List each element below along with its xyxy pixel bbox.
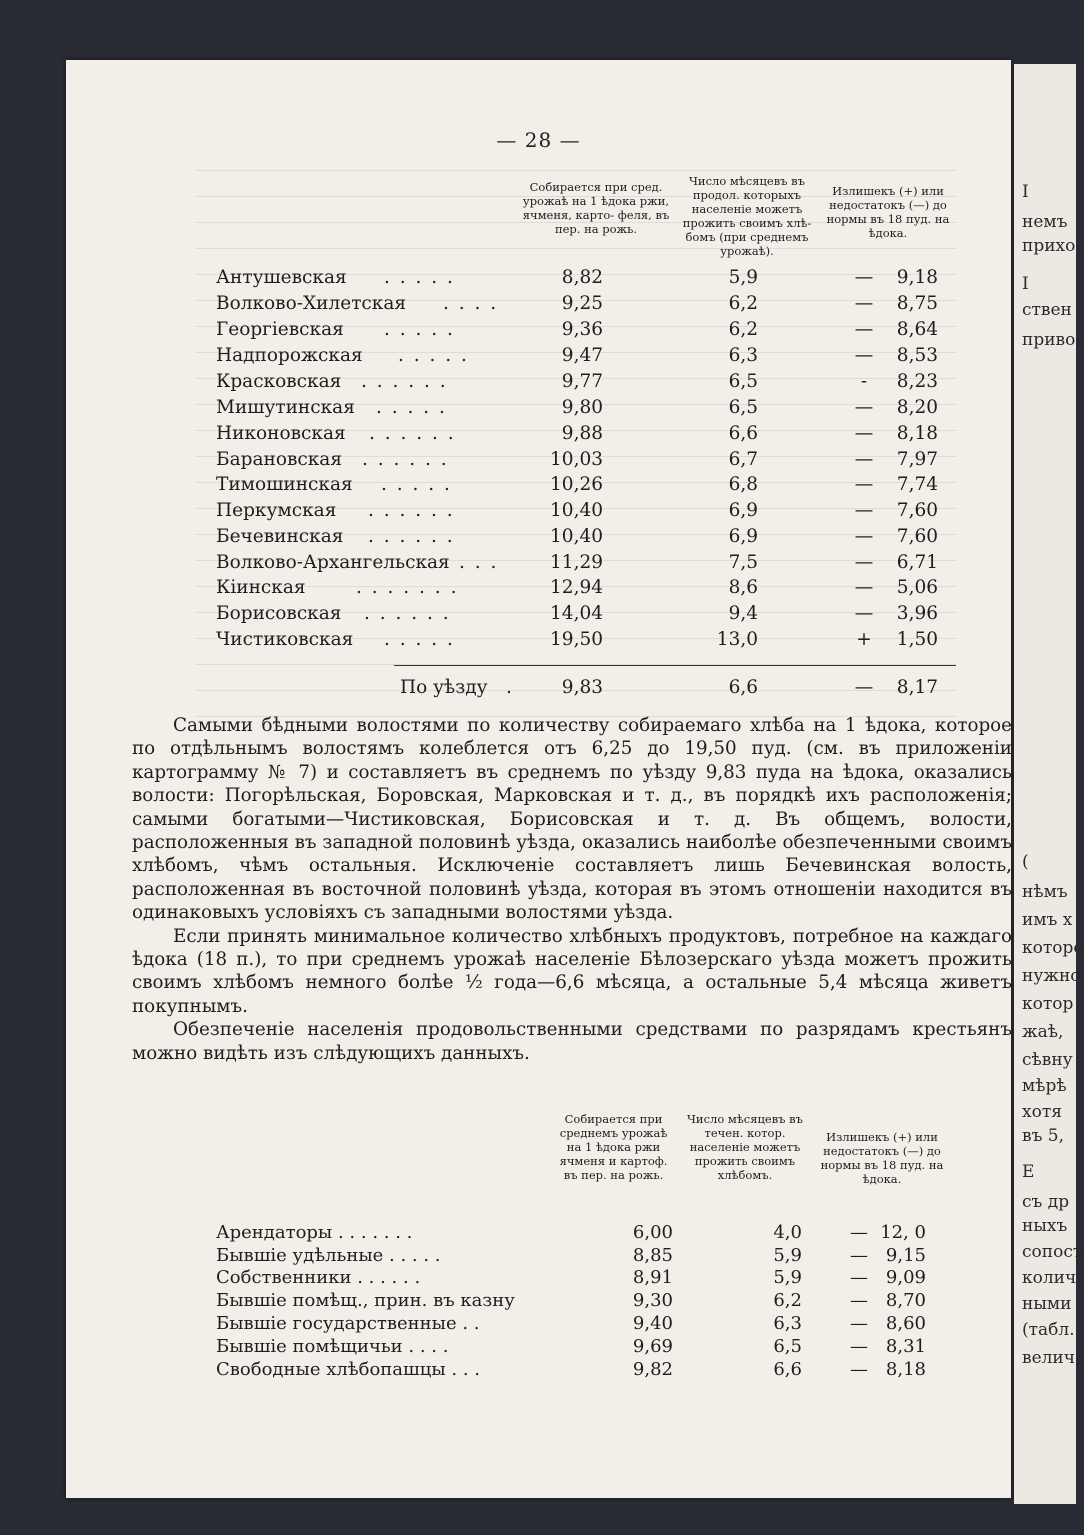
surplus-deficit: 8,23 bbox=[896, 371, 938, 392]
surplus-deficit: 8,70 bbox=[885, 1290, 926, 1311]
table1-row bbox=[66, 397, 1011, 423]
district-name: Чистиковская bbox=[216, 629, 354, 650]
adjacent-page-fragment: колич bbox=[1022, 1268, 1077, 1288]
table2-header-col3: Излишекъ (+) или недостатокъ (—) до нормы въ 18 пуд. на ѣдока. bbox=[820, 1130, 944, 1186]
surplus-sign: — bbox=[854, 449, 874, 470]
peasant-category: Бывшіе помѣщ., прин. въ казну bbox=[216, 1290, 515, 1311]
grain-per-eater: 10,26 bbox=[550, 474, 603, 495]
district-name: Волково-Хилетская bbox=[216, 293, 407, 314]
surplus-sign: — bbox=[854, 293, 874, 314]
table1-row bbox=[66, 345, 1011, 371]
months-of-supply: 6,7 bbox=[728, 449, 758, 470]
grain-per-eater: 9,25 bbox=[561, 293, 603, 314]
peasant-category: Собственники . . . . . . bbox=[216, 1267, 421, 1288]
adjacent-page-fragment: сѣвну bbox=[1022, 1050, 1073, 1070]
grain-per-eater: 9,82 bbox=[632, 1359, 673, 1380]
grain-per-eater: 9,77 bbox=[561, 371, 603, 392]
surplus-deficit: 8,20 bbox=[896, 397, 938, 418]
leader-dots: . . . . bbox=[443, 293, 499, 314]
surplus-sign: — bbox=[850, 1245, 868, 1266]
months-of-supply: 6,2 bbox=[773, 1290, 802, 1311]
table1-row bbox=[66, 552, 1011, 578]
leader-dots: . . . . . bbox=[398, 345, 469, 366]
leader-dots: . . . . . . bbox=[361, 371, 448, 392]
months-of-supply: 7,5 bbox=[728, 552, 758, 573]
adjacent-page-fragment: съ др bbox=[1022, 1192, 1070, 1212]
leader-dots: . . . . . . bbox=[368, 500, 455, 521]
months-of-supply: 6,3 bbox=[773, 1313, 802, 1334]
surplus-deficit: 5,06 bbox=[896, 577, 938, 598]
months-of-supply: 6,2 bbox=[728, 319, 758, 340]
months-of-supply: 6,5 bbox=[728, 397, 758, 418]
grain-per-eater: 8,85 bbox=[632, 1245, 673, 1266]
surplus-deficit: 9,09 bbox=[885, 1267, 926, 1288]
district-name: Перкумская bbox=[216, 500, 337, 521]
table1-total-row bbox=[66, 677, 1011, 703]
table2-row bbox=[66, 1313, 1011, 1337]
peasant-category: Бывшіе помѣщичьи . . . . bbox=[216, 1336, 449, 1357]
table1-row bbox=[66, 293, 1011, 319]
adjacent-page-fragment: котор bbox=[1022, 994, 1074, 1014]
total-v2: 6,6 bbox=[728, 677, 758, 698]
district-name: Мишутинская bbox=[216, 397, 355, 418]
surplus-deficit: 9,15 bbox=[885, 1245, 926, 1266]
months-of-supply: 6,5 bbox=[728, 371, 758, 392]
months-of-supply: 6,8 bbox=[728, 474, 758, 495]
peasant-category: Свободные хлѣбопашцы . . . bbox=[216, 1359, 481, 1380]
district-name: Волково-Архангельская bbox=[216, 552, 450, 573]
surplus-sign: — bbox=[850, 1313, 868, 1334]
document-page bbox=[66, 60, 1011, 1498]
adjacent-page-fragment: сопост bbox=[1022, 1242, 1083, 1262]
table1-row bbox=[66, 603, 1011, 629]
surplus-deficit: 9,18 bbox=[896, 267, 938, 288]
leader-dots: . . . . . bbox=[384, 319, 455, 340]
months-of-supply: 8,6 bbox=[728, 577, 758, 598]
adjacent-page-fragment: (табл. bbox=[1022, 1320, 1075, 1340]
grain-per-eater: 8,91 bbox=[632, 1267, 673, 1288]
adjacent-page-fragment: ( bbox=[1022, 852, 1029, 872]
surplus-sign: — bbox=[854, 500, 874, 521]
grain-per-eater: 14,04 bbox=[550, 603, 603, 624]
surplus-sign: - bbox=[860, 371, 868, 392]
table1-header-col3: Излишекъ (+) или недостатокъ (—) до нормы въ 18 пуд. на ѣдока. bbox=[826, 184, 950, 240]
district-name: Никоновская bbox=[216, 423, 346, 444]
table2-row bbox=[66, 1245, 1011, 1269]
table1-total-rule bbox=[394, 665, 956, 666]
surplus-sign: — bbox=[854, 552, 874, 573]
months-of-supply: 6,6 bbox=[773, 1359, 802, 1380]
table2-header-col1: Собирается при среднемъ урожаѣ на 1 ѣдока ржи ячменя и картоф. въ пер. на рожь. bbox=[559, 1112, 668, 1182]
paragraph-1: Самыми бѣдными волостями по количеству собираемаго хлѣба на 1 ѣдока, которое по отдѣльнымъ волостямъ колеблется отъ 6,25 до 19,50 пуд. (см. въ приложеніи картограмму № 7) и составляетъ въ среднемъ по уѣзду 9,83 пуда на ѣдока, оказались волости: Погорѣльская, Боровская, Марковская и т. д., въ порядкѣ ихъ расположенія; самыми богатыми—Чистиковская, Борисовская и т. д. Въ общемъ, волости, расположенныя въ западной половинѣ уѣзда, оказались наиболѣе обезпеченными своимъ хлѣбомъ, чѣмъ остальныя. Исключеніе составляетъ лишь Бечевинская волость, расположенная въ восточной половинѣ уѣзда, которая въ этомъ отношеніи находится въ одинаковыхъ условіяхъ съ западными волостями уѣзда. bbox=[132, 715, 1012, 924]
grain-per-eater: 8,82 bbox=[561, 267, 603, 288]
leader-dots: . . . . . . bbox=[362, 449, 449, 470]
body-text bbox=[132, 714, 1012, 1065]
surplus-deficit: 8,64 bbox=[896, 319, 938, 340]
table1-row bbox=[66, 526, 1011, 552]
surplus-deficit: 7,74 bbox=[896, 474, 938, 495]
surplus-sign: — bbox=[850, 1267, 868, 1288]
adjacent-page-fragment: I bbox=[1022, 274, 1029, 294]
leader-dots: . . . . . bbox=[384, 629, 455, 650]
surplus-deficit: 7,60 bbox=[896, 526, 938, 547]
grain-per-eater: 12,94 bbox=[550, 577, 603, 598]
total-dots: . bbox=[506, 677, 514, 698]
district-name: Бечевинская bbox=[216, 526, 344, 547]
months-of-supply: 6,9 bbox=[728, 500, 758, 521]
surplus-deficit: 1,50 bbox=[896, 629, 938, 650]
table2-row bbox=[66, 1290, 1011, 1314]
surplus-sign: — bbox=[854, 526, 874, 547]
surplus-deficit: 8,60 bbox=[885, 1313, 926, 1334]
district-name: Георгіевская bbox=[216, 319, 344, 340]
total-v3: 8,17 bbox=[896, 677, 938, 698]
surplus-sign: — bbox=[854, 397, 874, 418]
grain-per-eater: 6,00 bbox=[632, 1222, 673, 1243]
adjacent-page-fragment: прихо bbox=[1022, 236, 1076, 256]
paragraph-2: Если принять минимальное количество хлѣбныхъ продуктовъ, потребное на каждаго ѣдока (18 п.), то при среднемъ урожаѣ населеніе Бѣлозерскаго уѣзда можетъ прожить своимъ хлѣбомъ немного болѣе ½ года—6,6 мѣсяца, а остальные 5,4 мѣсяца живетъ покупнымъ. bbox=[132, 925, 1012, 1017]
months-of-supply: 6,9 bbox=[728, 526, 758, 547]
adjacent-page-fragment: ствен bbox=[1022, 300, 1072, 320]
adjacent-page-fragment: приво bbox=[1022, 330, 1076, 350]
surplus-sign: — bbox=[850, 1290, 868, 1311]
surplus-deficit: 7,60 bbox=[896, 500, 938, 521]
leader-dots: . . . . . bbox=[384, 267, 455, 288]
months-of-supply: 4,0 bbox=[773, 1222, 802, 1243]
months-of-supply: 6,3 bbox=[728, 345, 758, 366]
table1-header-col1: Собирается при сред. урожаѣ на 1 ѣдока ржи, ячменя, карто- феля, въ пер. на рожь. bbox=[522, 180, 670, 236]
district-name: Антушевская bbox=[216, 267, 347, 288]
table1-row bbox=[66, 423, 1011, 449]
grain-per-eater: 9,40 bbox=[632, 1313, 673, 1334]
months-of-supply: 6,6 bbox=[728, 423, 758, 444]
adjacent-page-fragment: немъ bbox=[1022, 212, 1068, 232]
surplus-sign: — bbox=[854, 577, 874, 598]
grain-per-eater: 19,50 bbox=[550, 629, 603, 650]
table1-row bbox=[66, 577, 1011, 603]
district-name: Борисовская bbox=[216, 603, 342, 624]
leader-dots: . . . . . bbox=[381, 474, 452, 495]
table2-header-col2: Число мѣсяцевъ въ течен. котор. населеніе можетъ прожить своимъ хлѣбомъ. bbox=[687, 1112, 803, 1182]
adjacent-page-fragment: ныхъ bbox=[1022, 1216, 1068, 1236]
surplus-sign: — bbox=[854, 423, 874, 444]
months-of-supply: 13,0 bbox=[716, 629, 758, 650]
grain-per-eater: 9,88 bbox=[561, 423, 603, 444]
district-name: Барановская bbox=[216, 449, 343, 470]
table1-row bbox=[66, 267, 1011, 293]
table2-row bbox=[66, 1267, 1011, 1291]
adjacent-page-fragment: мѣрѣ bbox=[1022, 1076, 1067, 1096]
months-of-supply: 5,9 bbox=[773, 1267, 802, 1288]
adjacent-page-fragment: имъ х bbox=[1022, 910, 1073, 930]
adjacent-page-fragment: нѣмъ bbox=[1022, 882, 1068, 902]
leader-dots: . . . . . . bbox=[364, 603, 451, 624]
months-of-supply: 5,9 bbox=[773, 1245, 802, 1266]
district-name: Надпорожская bbox=[216, 345, 363, 366]
surplus-sign: — bbox=[854, 345, 874, 366]
table1-row bbox=[66, 449, 1011, 475]
surplus-sign: — bbox=[850, 1336, 868, 1357]
adjacent-page-fragment: въ 5, bbox=[1022, 1126, 1065, 1146]
adjacent-page-fragment: ными bbox=[1022, 1294, 1072, 1314]
table1-row bbox=[66, 371, 1011, 397]
table1-header-col2: Число мѣсяцевъ въ продол. которыхъ населеніе можетъ прожить своимъ хлѣ- бомъ (при среднемъ урожаѣ). bbox=[682, 174, 812, 258]
table2-row bbox=[66, 1336, 1011, 1360]
surplus-sign: — bbox=[850, 1222, 868, 1243]
surplus-sign: — bbox=[850, 1359, 868, 1380]
grain-per-eater: 11,29 bbox=[550, 552, 603, 573]
months-of-supply: 9,4 bbox=[728, 603, 758, 624]
surplus-sign: + bbox=[856, 629, 872, 650]
peasant-category: Арендаторы . . . . . . . bbox=[216, 1222, 413, 1243]
adjacent-page-fragment: E bbox=[1022, 1162, 1035, 1182]
district-name: Кіинская bbox=[216, 577, 306, 598]
peasant-category: Бывшіе удѣльные . . . . . bbox=[216, 1245, 441, 1266]
surplus-deficit: 8,18 bbox=[885, 1359, 926, 1380]
peasant-category: Бывшіе государственные . . bbox=[216, 1313, 480, 1334]
surplus-sign: — bbox=[854, 319, 874, 340]
grain-per-eater: 9,30 bbox=[632, 1290, 673, 1311]
grain-per-eater: 9,36 bbox=[561, 319, 603, 340]
adjacent-page-fragment: жаѣ, bbox=[1022, 1022, 1064, 1042]
grain-per-eater: 9,80 bbox=[561, 397, 603, 418]
district-name: Тимошинская bbox=[216, 474, 353, 495]
district-name: Красковская bbox=[216, 371, 342, 392]
leader-dots: . . . . . . bbox=[368, 526, 455, 547]
adjacent-page-fragment: которо bbox=[1022, 938, 1084, 958]
surplus-deficit: 8,18 bbox=[896, 423, 938, 444]
total-v1: 9,83 bbox=[561, 677, 603, 698]
surplus-sign: — bbox=[854, 474, 874, 495]
leader-dots: . . . . . . bbox=[369, 423, 456, 444]
surplus-deficit: 12, 0 bbox=[880, 1222, 926, 1243]
surplus-deficit: 8,31 bbox=[885, 1336, 926, 1357]
table1-row bbox=[66, 629, 1011, 655]
table1-row bbox=[66, 319, 1011, 345]
surplus-deficit: 8,53 bbox=[896, 345, 938, 366]
grain-per-eater: 10,40 bbox=[550, 500, 603, 521]
adjacent-page-fragment: велич bbox=[1022, 1348, 1076, 1368]
months-of-supply: 6,5 bbox=[773, 1336, 802, 1357]
surplus-deficit: 3,96 bbox=[896, 603, 938, 624]
table2-row bbox=[66, 1359, 1011, 1383]
grain-per-eater: 9,47 bbox=[561, 345, 603, 366]
leader-dots: . . . . . bbox=[376, 397, 447, 418]
leader-dots: . . . . . . . bbox=[356, 577, 459, 598]
surplus-deficit: 8,75 bbox=[896, 293, 938, 314]
months-of-supply: 6,2 bbox=[728, 293, 758, 314]
table2-row bbox=[66, 1222, 1011, 1246]
table1-row bbox=[66, 500, 1011, 526]
surplus-deficit: 6,71 bbox=[896, 552, 938, 573]
total-label: По уѣзду bbox=[400, 677, 488, 698]
table1-row bbox=[66, 474, 1011, 500]
adjacent-page-fragment: нужно bbox=[1022, 966, 1081, 986]
surplus-deficit: 7,97 bbox=[896, 449, 938, 470]
total-sign: — bbox=[854, 677, 874, 698]
leader-dots: . . . bbox=[459, 552, 499, 573]
surplus-sign: — bbox=[854, 603, 874, 624]
surplus-sign: — bbox=[854, 267, 874, 288]
paragraph-3: Обезпеченіе населенія продовольственными средствами по разрядамъ крестьянъ можно видѣть изъ слѣдующихъ данныхъ. bbox=[132, 1019, 1012, 1064]
grain-per-eater: 9,69 bbox=[632, 1336, 673, 1357]
adjacent-page-fragment: I bbox=[1022, 182, 1029, 202]
page-number: — 28 — bbox=[496, 128, 581, 152]
adjacent-page-fragment: хотя bbox=[1022, 1102, 1062, 1122]
grain-per-eater: 10,40 bbox=[550, 526, 603, 547]
adjacent-page-edge bbox=[1014, 64, 1084, 1504]
grain-per-eater: 10,03 bbox=[550, 449, 603, 470]
months-of-supply: 5,9 bbox=[728, 267, 758, 288]
